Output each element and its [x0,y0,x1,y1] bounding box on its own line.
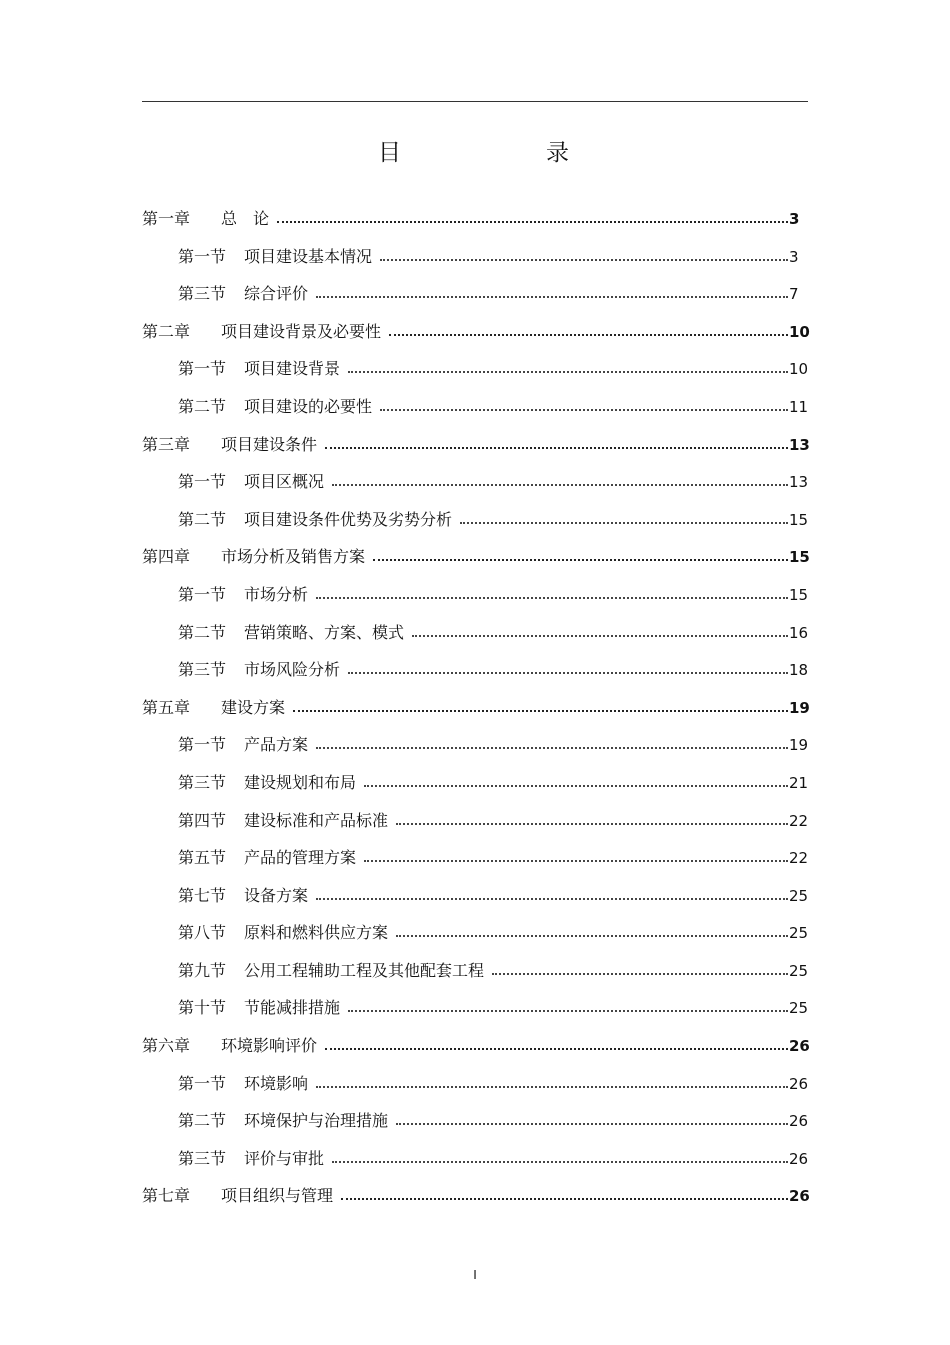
toc-entry-title: 环境影响 [244,1073,309,1093]
toc-entry-page: 15 [789,585,809,604]
toc-entry-title: 项目组织与管理 [221,1186,334,1206]
toc-section-entry[interactable] [0,465,950,503]
toc-entry-page: 26 [789,1187,810,1206]
toc-dot-leader [380,409,788,411]
toc-dot-leader [412,635,788,637]
toc-entry-number: 第二节 [178,622,227,642]
toc-entry-title: 项目建设条件优势及劣势分析 [244,509,453,529]
toc-section-entry[interactable] [0,916,950,954]
toc-entry-label [178,886,308,906]
toc-entry-label [178,961,484,981]
toc-entry-title: 营销策略、方案、模式 [244,622,405,642]
toc-entry-title: 原料和燃料供应方案 [244,923,389,943]
toc-entry-number: 第四章 [142,547,191,567]
toc-entry-label [178,998,340,1018]
toc-dot-leader [396,935,788,937]
toc-entry-label [142,547,365,567]
toc-title-char-1: 目 [378,140,401,166]
toc-entry-label [178,472,324,492]
toc-entry-page: 3 [789,210,800,228]
toc-entry-page: 16 [789,623,809,642]
toc-dot-leader [325,1048,788,1050]
toc-section-entry[interactable] [0,1104,950,1142]
toc-dot-leader [380,259,788,261]
toc-entry-number: 第一节 [178,584,227,604]
toc-section-entry[interactable] [0,240,950,278]
toc-dot-leader [389,334,788,336]
toc-entry-page: 11 [789,397,809,416]
toc-chapter-entry[interactable] [0,540,950,578]
toc-chapter-entry[interactable] [0,691,950,729]
toc-entry-page: 13 [789,435,810,454]
toc-entry-title: 市场分析 [244,584,309,604]
toc-chapter-entry[interactable] [0,202,950,240]
toc-entry-number: 第九节 [178,960,227,980]
toc-entry-number: 第七节 [178,885,227,905]
toc-dot-leader [316,296,788,298]
toc-section-entry[interactable] [0,1067,950,1105]
toc-entry-title: 建设规划和布局 [244,772,357,792]
toc-section-entry[interactable] [0,879,950,917]
toc-entry-title: 产品的管理方案 [244,848,357,868]
toc-dot-leader [316,597,788,599]
toc-entry-page: 10 [789,360,809,379]
toc-section-entry[interactable] [0,841,950,879]
toc-dot-leader [396,1123,788,1125]
toc-section-entry[interactable] [0,352,950,390]
toc-entry-title: 环境保护与治理措施 [244,1111,389,1131]
toc-section-entry[interactable] [0,1142,950,1180]
toc-entry-page: 15 [789,510,809,529]
toc-entry-label [178,1074,308,1094]
toc-entry-number: 第八节 [178,923,227,943]
toc-entry-number: 第一节 [178,735,227,755]
toc-dot-leader [373,559,788,561]
toc-entry-label [178,811,388,831]
toc-entry-page: 3 [789,247,799,266]
toc-section-entry[interactable] [0,766,950,804]
toc-entry-title: 评价与审批 [244,1148,325,1168]
toc-chapter-entry[interactable] [0,1179,950,1217]
toc-entry-number: 第一节 [178,1073,227,1093]
toc-entry-label [178,1149,324,1169]
toc-entry-number: 第五章 [142,697,191,717]
toc-entry-number: 第四节 [178,810,227,830]
toc-dot-leader [316,898,788,900]
toc-dot-leader [460,522,788,524]
toc-entry-title: 市场风险分析 [244,660,341,680]
toc-entry-label [142,1036,317,1056]
toc-section-entry[interactable] [0,804,950,842]
toc-entry-title: 产品方案 [244,735,309,755]
toc-entry-number: 第三节 [178,284,227,304]
toc-entry-page: 25 [789,961,809,980]
toc-entry-page: 22 [789,849,809,868]
toc-title-char-2: 录 [546,140,569,166]
toc-dot-leader [364,860,788,862]
toc-entry-label [178,660,340,680]
toc-entry-page: 15 [789,548,810,567]
toc-entry-page: 25 [789,924,809,943]
toc-entry-title: 建设标准和产品标准 [244,810,389,830]
toc-entry-title: 市场分析及销售方案 [221,547,366,567]
toc-entry-label [178,284,308,304]
toc-entry-page: 21 [789,773,809,792]
toc-entry-page: 25 [789,886,809,905]
toc-chapter-entry[interactable] [0,1029,950,1067]
toc-section-entry[interactable] [0,991,950,1029]
toc-entry-number: 第十节 [178,998,227,1018]
header-rule [142,101,808,102]
toc-entry-number: 第三节 [178,660,227,680]
toc-dot-leader [293,710,788,712]
toc-dot-leader [332,1161,788,1163]
toc-dot-leader [325,447,788,449]
toc-entry-page: 19 [789,736,809,755]
toc-entry-title: 项目建设的必要性 [244,396,373,416]
toc-entry-label [142,1186,333,1206]
toc-entry-number: 第一节 [178,246,227,266]
toc-entry-title: 节能减排措施 [244,998,341,1018]
toc-entry-label [142,435,317,455]
toc-entry-number: 第一章 [142,209,191,228]
toc-entry-number: 第三章 [142,434,191,454]
toc-entry-title: 公用工程辅助工程及其他配套工程 [244,960,485,980]
toc-section-entry[interactable] [0,616,950,654]
toc-section-entry[interactable] [0,578,950,616]
toc-entry-label [178,585,308,605]
toc-entry-number: 第一节 [178,472,227,492]
table-of-contents [0,202,950,1217]
toc-entry-page: 13 [789,473,809,492]
toc-section-entry[interactable] [0,653,950,691]
toc-entry-title: 项目建设条件 [221,434,318,454]
toc-entry-title: 综合评价 [244,284,309,304]
toc-entry-label [178,247,372,267]
toc-chapter-entry[interactable] [0,315,950,353]
page-number: I [473,1268,477,1282]
toc-section-entry[interactable] [0,728,950,766]
toc-entry-number: 第三节 [178,772,227,792]
toc-entry-label [142,209,269,229]
toc-dot-leader [364,785,788,787]
toc-dot-leader [348,672,788,674]
toc-entry-label [178,397,372,417]
toc-entry-title: 建设方案 [221,697,286,717]
toc-entry-number: 第二章 [142,321,191,341]
toc-entry-label [178,923,388,943]
toc-dot-leader [316,747,788,749]
toc-entry-label [178,773,356,793]
toc-entry-page: 10 [789,322,810,341]
toc-entry-page: 26 [789,1037,810,1056]
toc-entry-label [142,322,381,342]
toc-dot-leader [341,1198,788,1200]
toc-title [0,137,950,169]
toc-entry-label [178,735,308,755]
toc-entry-label [178,359,340,379]
toc-entry-page: 22 [789,811,809,830]
toc-entry-page: 26 [789,1149,809,1168]
toc-entry-page: 26 [789,1112,809,1131]
toc-entry-number: 第二节 [178,396,227,416]
toc-section-entry[interactable] [0,390,950,428]
toc-section-entry[interactable] [0,277,950,315]
toc-entry-title: 总 论 [221,209,270,228]
toc-entry-title: 项目建设基本情况 [244,246,373,266]
toc-entry-title: 设备方案 [244,885,309,905]
toc-entry-page: 19 [789,698,810,717]
toc-entry-title: 项目区概况 [244,472,325,492]
toc-dot-leader [348,1010,788,1012]
toc-entry-page: 26 [789,1074,809,1093]
toc-entry-label [178,623,404,643]
toc-dot-leader [316,1086,788,1088]
toc-entry-page: 18 [789,661,809,680]
toc-entry-number: 第二节 [178,1111,227,1131]
toc-dot-leader [348,371,788,373]
toc-entry-number: 第七章 [142,1186,191,1206]
toc-dot-leader [277,221,788,223]
toc-entry-title: 环境影响评价 [221,1036,318,1056]
toc-entry-number: 第五节 [178,848,227,868]
toc-entry-title: 项目建设背景及必要性 [221,321,382,341]
toc-entry-page: 7 [789,285,799,304]
toc-entry-number: 第六章 [142,1036,191,1056]
toc-entry-number: 第一节 [178,359,227,379]
toc-section-entry[interactable] [0,954,950,992]
toc-dot-leader [396,823,788,825]
toc-entry-title: 项目建设背景 [244,359,341,379]
toc-entry-label [178,1111,388,1131]
toc-chapter-entry[interactable] [0,428,950,466]
toc-section-entry[interactable] [0,503,950,541]
toc-entry-number: 第三节 [178,1148,227,1168]
toc-entry-label [178,848,356,868]
toc-entry-label [178,510,452,530]
toc-dot-leader [332,484,788,486]
toc-entry-page: 25 [789,999,809,1018]
toc-entry-number: 第二节 [178,509,227,529]
toc-dot-leader [492,973,788,975]
toc-entry-label [142,698,285,718]
